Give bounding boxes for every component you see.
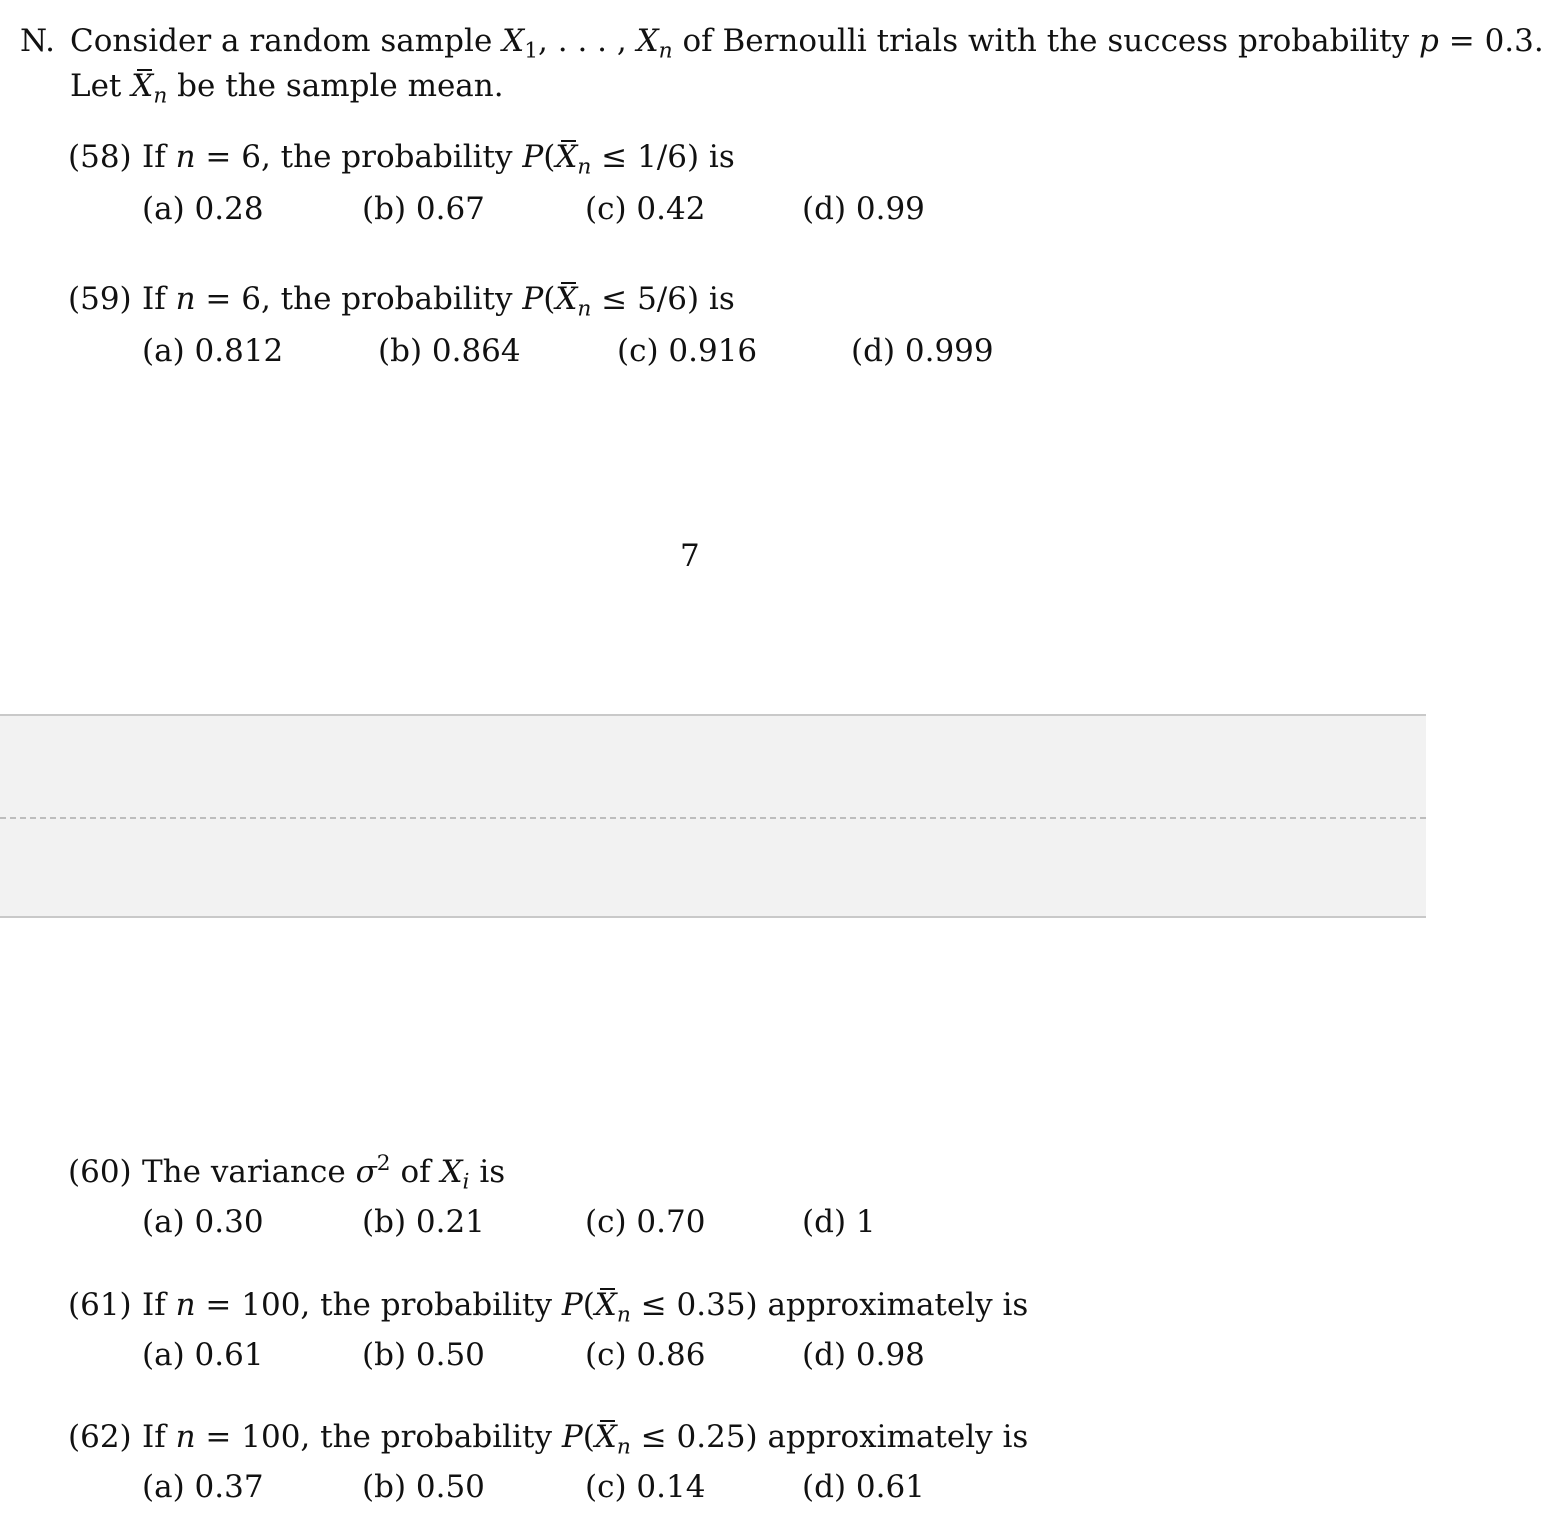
question-61-text: If n = 100, the probability $P(X_n \le 0.35)$ approximately is — [142, 1287, 1029, 1328]
q62-option-b[interactable]: (b) 0.50 — [362, 1469, 485, 1505]
q58-text-a: If — [142, 139, 166, 175]
section-label: N. — [20, 23, 55, 59]
q59-option-d[interactable]: (d) 0.999 — [851, 333, 994, 369]
q59-text-a: If — [142, 281, 166, 317]
section-intro-line-1: Consider a random sample $X_1$, . . . , $X_n$ of Bernoulli trials with the success probability p = 0.3. — [70, 23, 1544, 64]
section-intro-line-2: Let $X_n$ be the sample mean. — [70, 68, 504, 109]
q62-text-c: ≤ 0.25) approximately is — [640, 1419, 1029, 1455]
q61-text-c: ≤ 0.35) approximately is — [640, 1287, 1029, 1323]
page-break-gap — [0, 714, 1426, 918]
q60-text-a: The variance — [142, 1154, 346, 1190]
q62-text-a: If — [142, 1419, 166, 1455]
q58-text-c: ≤ 1/6) is — [601, 139, 735, 175]
intro-p-value: = 0.3. — [1448, 23, 1544, 59]
q58-option-c[interactable]: (c) 0.42 — [585, 191, 706, 227]
q59-option-c[interactable]: (c) 0.916 — [617, 333, 758, 369]
intro-text-let: Let — [70, 68, 122, 104]
q60-option-a[interactable]: (a) 0.30 — [142, 1204, 264, 1240]
q62-option-c[interactable]: (c) 0.14 — [585, 1469, 706, 1505]
intro-text-a: Consider a random sample — [70, 23, 493, 59]
question-62-text: If n = 100, the probability $P(X_n \le 0.25)$ approximately is — [142, 1419, 1029, 1460]
q59-text-c: ≤ 5/6) is — [601, 281, 735, 317]
question-60-text: The variance $\sigma^2$ of $X_i$ is — [142, 1151, 506, 1195]
question-59-number: (59) — [68, 281, 132, 317]
page-break-dashed-line — [0, 817, 1426, 819]
question-58-text: If n = 6, the probability $P(X_n \le 1/6)$ is — [142, 139, 735, 180]
question-60-number: (60) — [68, 1154, 132, 1190]
intro-text-b: of Bernoulli trials with the success probability — [682, 23, 1410, 59]
q58-option-d[interactable]: (d) 0.99 — [802, 191, 925, 227]
question-61-number: (61) — [68, 1287, 132, 1323]
q61-text-a: If — [142, 1287, 166, 1323]
q62-option-d[interactable]: (d) 0.61 — [802, 1469, 925, 1505]
question-62-number: (62) — [68, 1419, 132, 1455]
question-59-text: If n = 6, the probability $P(X_n \le 5/6)$ is — [142, 281, 735, 322]
page-number: 7 — [680, 538, 700, 574]
q61-option-b[interactable]: (b) 0.50 — [362, 1337, 485, 1373]
q61-option-c[interactable]: (c) 0.86 — [585, 1337, 706, 1373]
q62-text-b: = 100, the probability — [205, 1419, 552, 1455]
q58-text-b: = 6, the probability — [205, 139, 513, 175]
q60-option-d[interactable]: (d) 1 — [802, 1204, 876, 1240]
q58-option-a[interactable]: (a) 0.28 — [142, 191, 264, 227]
q61-option-d[interactable]: (d) 0.98 — [802, 1337, 925, 1373]
q59-option-a[interactable]: (a) 0.812 — [142, 333, 284, 369]
q62-option-a[interactable]: (a) 0.37 — [142, 1469, 264, 1505]
intro-text-mean: be the sample mean. — [177, 68, 504, 104]
q60-text-c: is — [479, 1154, 506, 1190]
q59-text-b: = 6, the probability — [205, 281, 513, 317]
q59-option-b[interactable]: (b) 0.864 — [378, 333, 521, 369]
q61-option-a[interactable]: (a) 0.61 — [142, 1337, 264, 1373]
q60-text-b: of — [400, 1154, 431, 1190]
question-58-number: (58) — [68, 139, 132, 175]
q60-option-c[interactable]: (c) 0.70 — [585, 1204, 706, 1240]
q58-option-b[interactable]: (b) 0.67 — [362, 191, 485, 227]
q60-option-b[interactable]: (b) 0.21 — [362, 1204, 485, 1240]
q61-text-b: = 100, the probability — [205, 1287, 552, 1323]
